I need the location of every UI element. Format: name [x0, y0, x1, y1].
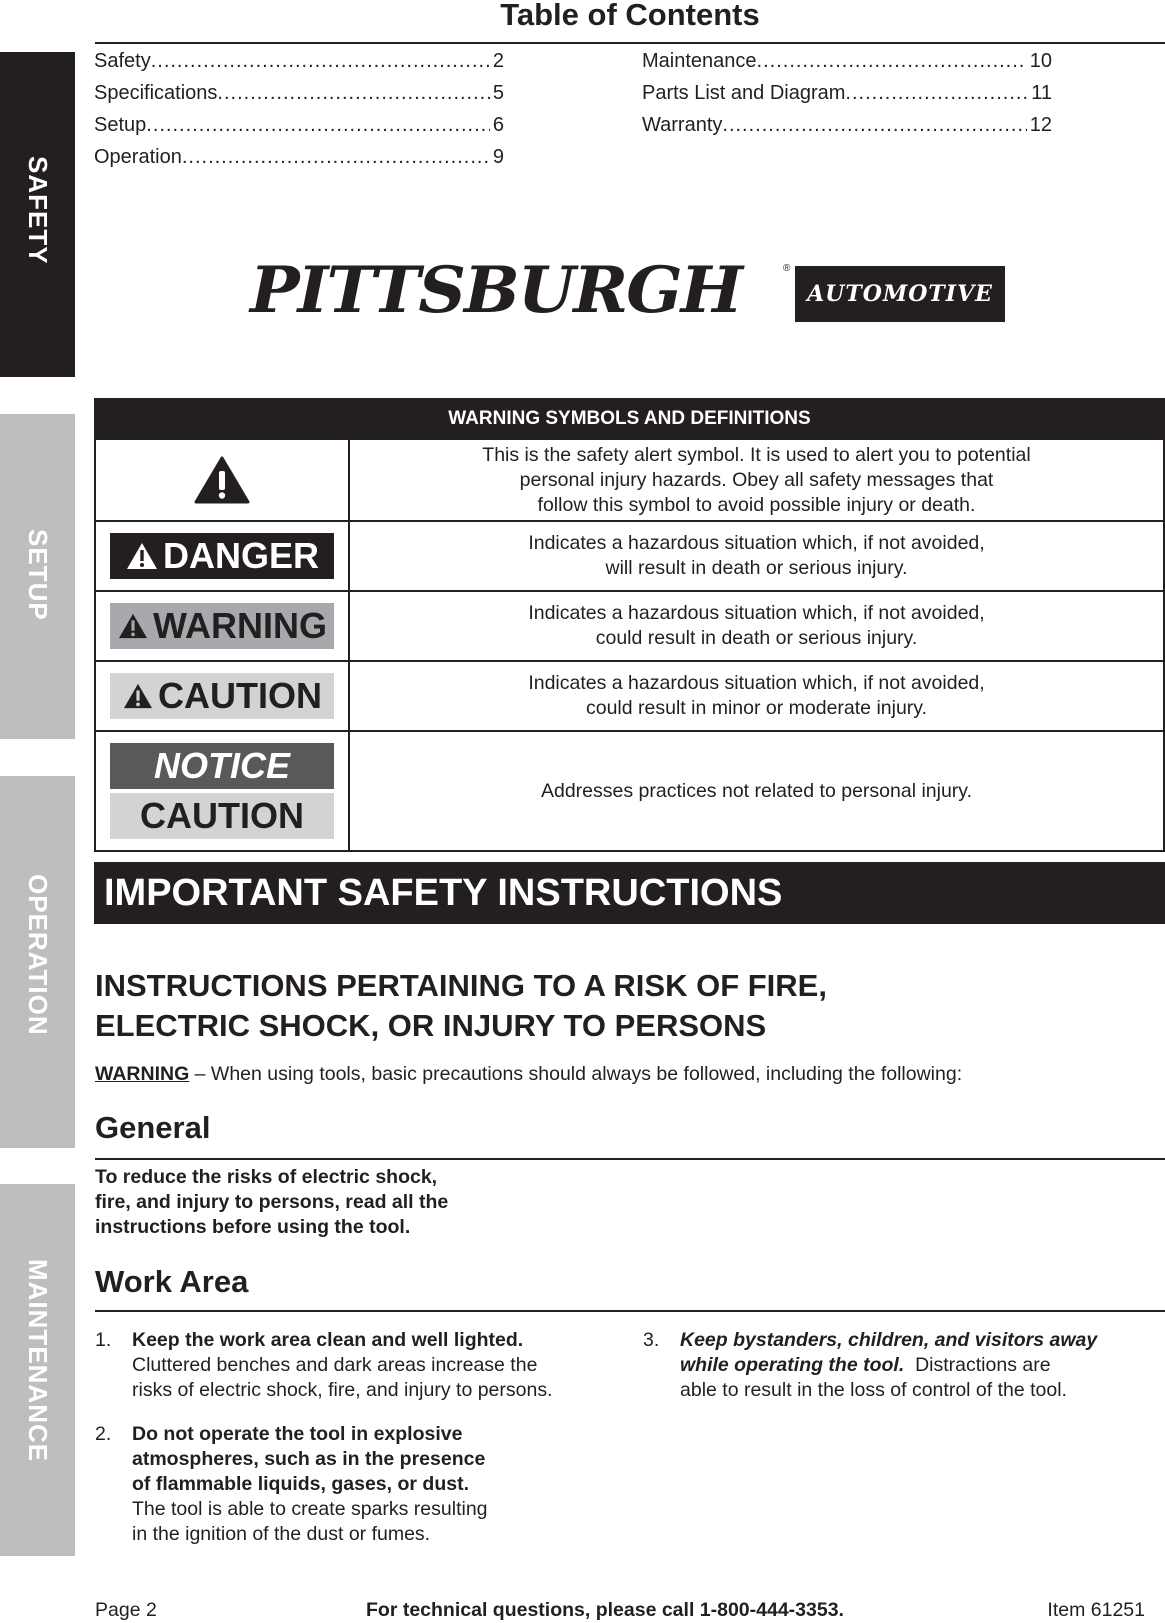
- list-item: 3. Keep bystanders, children, and visitors away while operating the tool. Distractions are able to result in the loss of control of the tool.: [643, 1329, 1098, 1401]
- side-tab-setup[interactable]: [0, 414, 75, 739]
- definition-cell: Indicates a hazardous situation which, if not avoided, could result in minor or moderate injury.: [528, 672, 985, 719]
- table-row: [96, 520, 1163, 590]
- toc-item-parts-list[interactable]: Parts List and Diagram ..... 11: [642, 77, 1052, 109]
- table-row: [96, 730, 1163, 850]
- tech-support-phone: For technical questions, please call 1-800-444-3353.: [366, 1599, 844, 1621]
- important-safety-banner: IMPORTANT SAFETY INSTRUCTIONS: [94, 862, 1165, 924]
- danger-signal-word: DANGER: [110, 533, 334, 579]
- general-paragraph: To reduce the risks of electric shock, fire, and injury to persons, read all the instructions before using the tool.: [95, 1166, 449, 1238]
- toc-item-warranty[interactable]: Warranty ..... 12: [642, 109, 1052, 141]
- side-tab-label: SAFETY: [23, 156, 53, 265]
- toc-item-operation[interactable]: Operation ..... 9: [94, 141, 504, 173]
- table-header: WARNING SYMBOLS AND DEFINITIONS: [96, 400, 1163, 438]
- table-row: [96, 660, 1163, 730]
- list-item: 2. Do not operate the tool in explosive atmospheres, such as in the presence of flammable liquids, gases, or dust. The tool is able to create sparks resulting in the ignition of the dust or fumes.: [95, 1423, 488, 1545]
- table-row: [96, 590, 1163, 660]
- logo-badge: AUTOMOTIVE: [795, 266, 1005, 322]
- side-tab-maintenance[interactable]: [0, 1184, 75, 1556]
- safety-alert-icon: [117, 612, 149, 640]
- warning-label: WARNING: [95, 1063, 190, 1085]
- logo-registered-mark: ®: [783, 263, 791, 274]
- side-tab-label: MAINTENANCE: [23, 1259, 53, 1463]
- divider: [95, 1310, 1165, 1312]
- brand-logo: [250, 252, 1010, 328]
- warning-paragraph: WARNING – When using tools, basic precautions should always be followed, including the following:: [95, 1063, 963, 1085]
- item-number: Item 61251: [1047, 1599, 1145, 1621]
- definition-cell: This is the safety alert symbol. It is used to alert you to potential personal injury hazards. Obey all safety messages that follow this symbol to avoid possible injury or death.: [482, 443, 1031, 516]
- side-tab-label: SETUP: [23, 529, 53, 621]
- toc-item-safety[interactable]: Safety ..... 2: [94, 45, 504, 77]
- toc-item-setup[interactable]: Setup ..... 6: [94, 109, 504, 141]
- toc-title: Table of Contents: [500, 0, 760, 32]
- general-heading: General: [95, 1110, 211, 1145]
- side-tab-label: OPERATION: [23, 874, 53, 1036]
- definition-cell: Indicates a hazardous situation which, if not avoided, will result in death or serious injury.: [528, 532, 985, 579]
- toc-item-maintenance[interactable]: Maintenance ..... 10: [642, 45, 1052, 77]
- toc-item-specifications[interactable]: Specifications ..... 5: [94, 77, 504, 109]
- symbol-cell: [96, 440, 350, 520]
- caution-notice-signal-word: CAUTION: [110, 793, 334, 839]
- safety-alert-icon: [125, 541, 159, 571]
- work-area-heading: Work Area: [95, 1264, 249, 1299]
- side-tab-operation[interactable]: [0, 776, 75, 1148]
- toc-right-column: [642, 45, 1052, 141]
- page-number: Page 2: [95, 1599, 157, 1621]
- definition-cell: Indicates a hazardous situation which, if not avoided, could result in death or serious injury.: [528, 602, 985, 649]
- side-tab-safety[interactable]: [0, 52, 75, 377]
- symbol-cell: [96, 732, 350, 850]
- caution-signal-word: CAUTION: [110, 673, 334, 719]
- toc-divider: [95, 42, 1165, 44]
- symbol-cell: [96, 592, 350, 660]
- warning-signal-word: WARNING: [110, 603, 334, 649]
- toc-left-column: [94, 45, 504, 173]
- warning-symbols-table: [94, 398, 1165, 852]
- logo-wordmark: PITTSBURGH: [250, 252, 741, 328]
- definition-cell: Addresses practices not related to personal injury.: [540, 779, 973, 802]
- symbol-cell: [96, 662, 350, 730]
- symbol-cell: [96, 522, 350, 590]
- safety-alert-icon: [194, 456, 250, 504]
- notice-signal-word: NOTICE: [110, 743, 334, 789]
- list-item: 1. Keep the work area clean and well lighted. Cluttered benches and dark areas increase the risks of electric shock, fire, and injury to persons.: [95, 1329, 553, 1401]
- instructions-heading: INSTRUCTIONS PERTAINING TO A RISK OF FIRE, ELECTRIC SHOCK, OR INJURY TO PERSONS: [95, 968, 827, 1043]
- table-row: [96, 438, 1163, 520]
- divider: [95, 1158, 1165, 1160]
- safety-alert-icon: [122, 682, 154, 710]
